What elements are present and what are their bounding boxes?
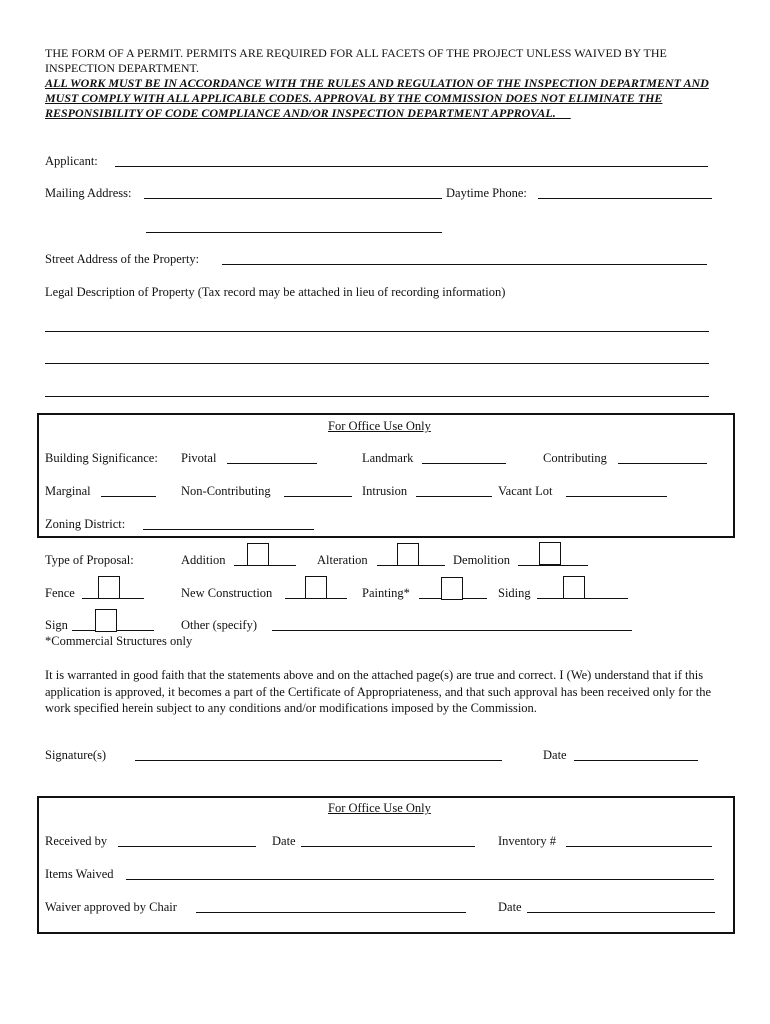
received-date-field[interactable]: [301, 835, 475, 847]
signature-date-label: Date: [543, 748, 567, 762]
zoning-district-label: Zoning District:: [45, 517, 126, 531]
contributing-field[interactable]: [618, 452, 707, 464]
pivotal-label: Pivotal: [181, 451, 217, 465]
zoning-district-field[interactable]: [143, 518, 314, 530]
commercial-note: *Commercial Structures only: [45, 634, 193, 648]
type-of-proposal-label: Type of Proposal:: [45, 553, 134, 567]
legal-description-label: Legal Description of Property (Tax record may be attached in lieu of recording information): [45, 285, 506, 299]
applicant-field[interactable]: [115, 155, 708, 167]
demolition-label: Demolition: [453, 553, 510, 567]
alteration-label: Alteration: [317, 553, 368, 567]
street-address-field[interactable]: [222, 253, 707, 265]
intrusion-field[interactable]: [416, 485, 492, 497]
pivotal-field[interactable]: [227, 452, 317, 464]
painting-label: Painting*: [362, 586, 410, 600]
waiver-date-field[interactable]: [527, 901, 715, 913]
items-waived-field[interactable]: [126, 868, 714, 880]
intro-paragraph: [45, 46, 735, 121]
demolition-checkbox[interactable]: [539, 542, 561, 565]
inventory-field[interactable]: [566, 835, 712, 847]
non-contributing-field[interactable]: [284, 485, 352, 497]
landmark-field[interactable]: [422, 452, 506, 464]
intrusion-label: Intrusion: [362, 484, 408, 498]
received-date-label: Date: [272, 834, 296, 848]
office-use-title-1: For Office Use Only: [328, 419, 431, 433]
received-by-field[interactable]: [118, 835, 256, 847]
signature-field[interactable]: [135, 749, 502, 761]
addition-label: Addition: [181, 553, 226, 567]
fence-checkbox[interactable]: [98, 576, 120, 599]
marginal-label: Marginal: [45, 484, 91, 498]
alteration-checkbox[interactable]: [397, 543, 419, 566]
fence-label: Fence: [45, 586, 75, 600]
office-use-title-2: For Office Use Only: [328, 801, 431, 815]
permit-notice: THE FORM OF A PERMIT. PERMITS ARE REQUIRED FOR ALL FACETS OF THE PROJECT UNLESS WAIVED BY THE INSPECTION DEPARTMENT.: [45, 46, 667, 75]
sign-checkbox[interactable]: [95, 609, 117, 632]
legal-description-line-2[interactable]: [45, 363, 709, 364]
building-significance-label: Building Significance:: [45, 451, 158, 465]
landmark-label: Landmark: [362, 451, 414, 465]
mailing-address-line2-field[interactable]: [146, 221, 442, 233]
contributing-label: Contributing: [543, 451, 607, 465]
new-construction-label: New Construction: [181, 586, 273, 600]
addition-checkbox[interactable]: [247, 543, 269, 566]
painting-checkbox[interactable]: [441, 577, 463, 600]
siding-label: Siding: [498, 586, 531, 600]
daytime-phone-label: Daytime Phone:: [446, 186, 527, 200]
received-by-label: Received by: [45, 834, 108, 848]
inventory-label: Inventory #: [498, 834, 556, 848]
waiver-approved-label: Waiver approved by Chair: [45, 900, 177, 914]
signature-label: Signature(s): [45, 748, 107, 762]
items-waived-label: Items Waived: [45, 867, 114, 881]
warranty-text: It is warranted in good faith that the statements above and on the attached page(s) are true and correct. I (We) understand that if this application is approved, it becomes a part of the Certificate of Appropriateness, and that such approval has been received only for the work specified herein subject to any conditions and/or modifications imposed by the Commission.: [45, 668, 712, 715]
street-address-label: Street Address of the Property:: [45, 252, 200, 266]
signature-date-field[interactable]: [574, 749, 698, 761]
vacant-lot-field[interactable]: [566, 485, 667, 497]
legal-description-line-3[interactable]: [45, 396, 709, 397]
vacant-lot-label: Vacant Lot: [498, 484, 553, 498]
other-specify-field[interactable]: [272, 619, 632, 631]
legal-description-line-1[interactable]: [45, 331, 709, 332]
applicant-label: Applicant:: [45, 154, 98, 168]
waiver-date-label: Date: [498, 900, 522, 914]
marginal-field[interactable]: [101, 485, 156, 497]
new-construction-checkbox[interactable]: [305, 576, 327, 599]
non-contributing-label: Non-Contributing: [181, 484, 271, 498]
daytime-phone-field[interactable]: [538, 187, 712, 199]
siding-checkbox[interactable]: [563, 576, 585, 599]
mailing-address-label: Mailing Address:: [45, 186, 132, 200]
mailing-address-field[interactable]: [144, 187, 442, 199]
compliance-warning: ALL WORK MUST BE IN ACCORDANCE WITH THE RULES AND REGULATION OF THE INSPECTION DEPARTMENT AND MUST COMPLY WITH ALL APPLICABLE CODES. APPROVAL BY THE COMMISSION DOES NOT ELIMINATE THE RESPONSIBILITY OF CODE COMPLIANCE AND/OR INSPECTION DEPARTMENT APPROVAL.: [45, 76, 709, 120]
sign-label: Sign: [45, 618, 68, 632]
waiver-approved-field[interactable]: [196, 901, 466, 913]
other-specify-label: Other (specify): [181, 618, 258, 632]
